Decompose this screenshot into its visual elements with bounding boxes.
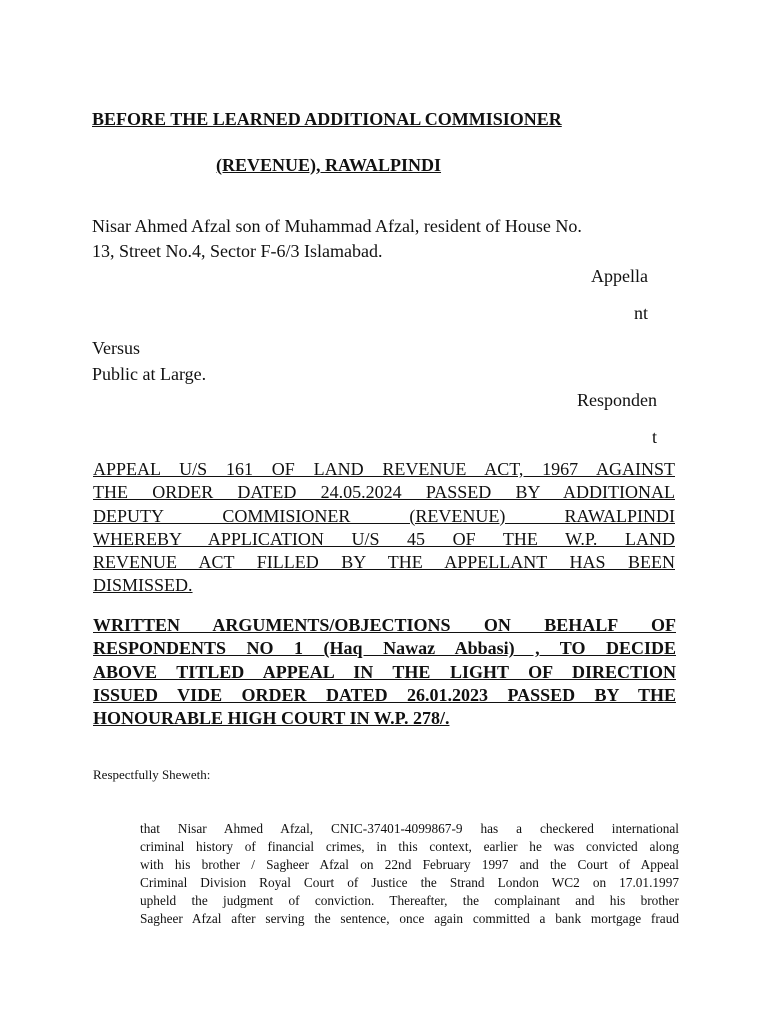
paragraph-line: criminal history of financial crimes, in this context, earlier he was convicted along bbox=[140, 839, 679, 854]
appellant-label-part-1: Appella bbox=[591, 266, 648, 286]
paragraph-line: Sagheer Afzal after serving the sentence, once again committed a bank mortgage fraud bbox=[140, 911, 679, 926]
appellant-description-line-2: 13, Street No.4, Sector F-6/3 Islamabad. bbox=[92, 241, 383, 261]
appellant-label bbox=[500, 264, 648, 326]
heading-line-1: BEFORE THE LEARNED ADDITIONAL COMMISIONER bbox=[92, 109, 562, 129]
respondent-label-part-2: t bbox=[651, 427, 657, 447]
appeal-subject-line: APPEAL U/S 161 OF LAND REVENUE ACT, 1967 AGAINST bbox=[93, 459, 675, 479]
paragraph-line: Criminal Division Royal Court of Justice the Strand London WC2 on 17.01.1997 bbox=[140, 875, 679, 890]
paragraph-1 bbox=[140, 820, 679, 928]
heading-line-2: (REVENUE), RAWALPINDI bbox=[216, 155, 442, 175]
paragraph-line: upheld the judgment of conviction. Thereafter, the complainant and his brother bbox=[140, 893, 679, 908]
arguments-title-line: WRITTEN ARGUMENTS/OBJECTIONS ON BEHALF OF bbox=[93, 615, 676, 635]
respondent-label-part-1: Responden bbox=[577, 390, 657, 410]
arguments-title-line: HONOURABLE HIGH COURT IN W.P. 278/. bbox=[93, 708, 450, 729]
arguments-title-line: RESPONDENTS NO 1 (Haq Nawaz Abbasi) , TO DECIDE bbox=[93, 638, 676, 659]
appeal-subject-line: DISMISSED. bbox=[93, 575, 193, 596]
versus-label: Versus bbox=[92, 338, 140, 358]
appeal-subject-line: THE ORDER DATED 24.05.2024 PASSED BY ADDITIONAL bbox=[93, 482, 675, 503]
appellant-description bbox=[92, 214, 676, 264]
respondent-name: Public at Large. bbox=[92, 364, 207, 384]
arguments-title-line: ISSUED VIDE ORDER DATED 26.01.2023 PASSED BY THE bbox=[93, 684, 676, 705]
salutation: Respectfully Sheweth: bbox=[93, 767, 211, 782]
appellant-description-line-1: Nisar Ahmed Afzal son of Muhammad Afzal, resident of House No. bbox=[92, 216, 582, 236]
arguments-title bbox=[93, 614, 676, 730]
paragraph-line: with his brother / Sagheer Afzal on 22nd February 1997 and the Court of Appeal bbox=[140, 857, 679, 872]
respondent-label bbox=[500, 388, 657, 450]
appellant-label-part-2: nt bbox=[633, 303, 648, 323]
appeal-subject-line: WHEREBY APPLICATION U/S 45 OF THE W.P. LAND bbox=[93, 528, 675, 549]
appeal-subject bbox=[93, 458, 675, 598]
appeal-subject-line: REVENUE ACT FILLED BY THE APPELLANT HAS BEEN bbox=[93, 552, 675, 573]
appeal-subject-line: DEPUTY COMMISIONER (REVENUE) RAWALPINDI bbox=[93, 505, 675, 526]
paragraph-line: that Nisar Ahmed Afzal, CNIC-37401-4099867-9 has a checkered international bbox=[140, 821, 679, 836]
arguments-title-line: ABOVE TITLED APPEAL IN THE LIGHT OF DIRECTION bbox=[93, 661, 676, 682]
